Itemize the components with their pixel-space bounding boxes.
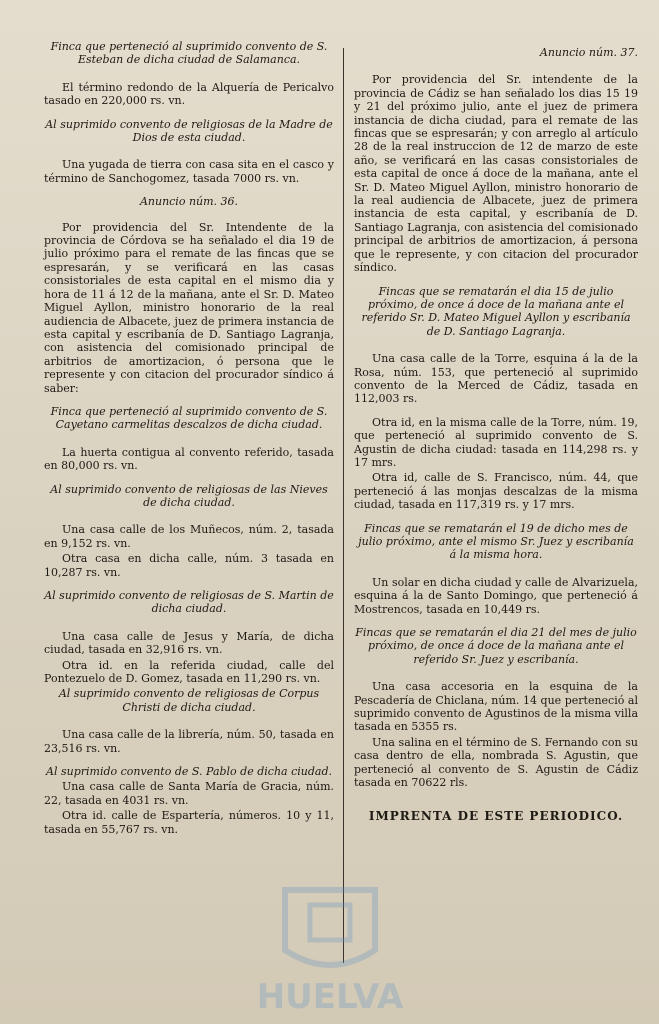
section-heading: Al suprimido convento de religiosas de S. Martin de dicha ciudad. bbox=[44, 589, 334, 616]
property-entry: Otra id, calle de S. Francisco, núm. 44, que perteneció á las monjas descalzas de la misma ciudad, tasada en 117,319 rs. y 17 mrs. bbox=[354, 471, 638, 512]
property-entry: Un solar en dicha ciudad y calle de Alvarizuela, esquina á la de Santo Domingo, que perteneció á Mostrencos, tasada en 10,449 rs. bbox=[354, 575, 638, 616]
property-entry: Una salina en el término de S. Fernando con su casa dentro de ella, nombrada S. Agustin, que perteneció al convento de S. Agustin de Cádiz tasada en 70622 rls. bbox=[354, 735, 638, 790]
section-heading: Al suprimido convento de religiosas de Corpus Christi de dicha ciudad. bbox=[58, 687, 320, 714]
right-column bbox=[354, 40, 638, 827]
property-entry: Una yugada de tierra con casa sita en el casco y término de Sanchogomez, tasada 7000 rs. vn. bbox=[44, 158, 334, 185]
section-heading: Al suprimido convento de religiosas de la Madre de Dios de esta ciudad. bbox=[45, 117, 333, 145]
library-watermark-logo bbox=[215, 880, 445, 1020]
notice-body: Por providencia del Sr. Intendente de la provincia de Córdova se ha señalado el dia 19 de julio próximo para el remate de las fincas que se espresarán, y se verificará en las casas consistoriales de esta capital en el mismo dia y hora de 11 á 12 de la mañana, ante el Sr. D. Mateo Miguel Ayllon, ministro honorario de la real audiencia de Albacete, juez de primera instancia de esta capital y escribanía de D. Santiago Lagranja, con asistencia del comisionado principal de arbitrios de amortizacion, ó persona que le represente y con citacion del procurador síndico á saber: bbox=[44, 220, 334, 395]
section-heading: Al suprimido convento de S. Pablo de dicha ciudad. bbox=[46, 765, 332, 779]
column-divider bbox=[343, 48, 344, 963]
property-entry: Otra id. calle de Espartería, números. 10 y 11, tasada en 55,767 rs. vn. bbox=[44, 809, 334, 836]
watermark-text: HUELVA bbox=[256, 977, 404, 1017]
section-heading: Fincas que se rematarán el 19 de dicho mes de julio próximo, ante el mismo Sr. Juez y escribanía á la misma hora. bbox=[358, 521, 634, 562]
section-heading: Fincas que se rematarán el dia 15 de julio próximo, de once á doce de la mañana ante el referido Sr. D. Mateo Miguel Ayllon y escribanía de D. Santiago Lagranja. bbox=[361, 284, 631, 338]
property-entry: Otra id. en la referida ciudad, calle del Pontezuelo de D. Gomez, tasada en 11,290 rs. vn. bbox=[44, 658, 334, 686]
notice-body: Por providencia del Sr. intendente de la provincia de Cádiz se han señalado los dias 15 19 y 21 del próximo julio, ante el juez de primera instancia de dicha ciudad, para el remate de las fincas que se espresarán; y con arreglo al artículo 28 de la real instruccion de 12 de marzo de este año, se verificará en las casas consistoriales de esta capital de once á doce de la mañana, ante el Sr. D. Mateo Miguel Ayllon, ministro honorario de la real audiencia de Albacete, juez de primera instancia de esta capital, y escribanía de D. Santiago Lagranja, con asistencia del comisionado principal de arbitrios de amortizacion, á persona que le represente, y con citacion del procurador síndico. bbox=[354, 73, 638, 275]
printer-imprint: IMPRENTA DE ESTE PERIODICO. bbox=[368, 808, 624, 823]
property-entry: Otra casa en dicha calle, núm. 3 tasada en 10,287 rs. vn. bbox=[44, 552, 334, 579]
property-entry: Una casa calle de Jesus y María, de dicha ciudad, tasada en 32,916 rs. vn. bbox=[44, 629, 334, 657]
section-heading: Finca que perteneció al suprimido convento de S. Esteban de dicha ciudad de Salamanca. bbox=[50, 40, 328, 67]
left-column bbox=[44, 40, 334, 846]
property-entry: Una casa calle de los Muñecos, núm. 2, tasada en 9,152 rs. vn. bbox=[44, 523, 334, 550]
property-entry: Una casa calle de la librería, núm. 50, tasada en 23,516 rs. vn. bbox=[44, 728, 334, 755]
property-entry: Otra id, en la misma calle de la Torre, núm. 19, que perteneció al suprimido convento de S. Agustin de dicha ciudad: tasada en 114,298 rs. y 17 mrs. bbox=[354, 415, 638, 469]
property-entry: Una casa calle de Santa María de Gracia, núm. 22, tasada en 4031 rs. vn. bbox=[44, 780, 334, 807]
property-entry: El término redondo de la Alquería de Pericalvo tasado en 220,000 rs. vn. bbox=[44, 80, 334, 108]
section-heading: Finca que perteneció al suprimido convento de S. Cayetano carmelitas descalzos de dicha ciudad. bbox=[50, 404, 328, 432]
property-entry: Una casa calle de la Torre, esquina á la de la Rosa, núm. 153, que perteneció al suprimido convento de la Merced de Cádiz, tasada en 112,003 rs. bbox=[354, 352, 638, 406]
property-entry: Una casa accesoria en la esquina de la Pescadería de Chiclana, núm. 14 que perteneció al suprimido convento de Agustinos de la misma villa tasada en 5355 rs. bbox=[354, 680, 638, 734]
property-entry: La huerta contigua al convento referido, tasada en 80,000 rs. vn. bbox=[44, 445, 334, 473]
notice-number: Anuncio núm. 37. bbox=[539, 46, 638, 59]
section-heading: Al suprimido convento de religiosas de las Nieves de dicha ciudad. bbox=[50, 482, 328, 509]
notice-number: Anuncio núm. 36. bbox=[139, 195, 239, 209]
section-heading: Fincas que se rematarán el dia 21 del mes de julio próximo, de once á doce de la mañana ante el referido Sr. Juez y escribanía. bbox=[355, 626, 637, 666]
